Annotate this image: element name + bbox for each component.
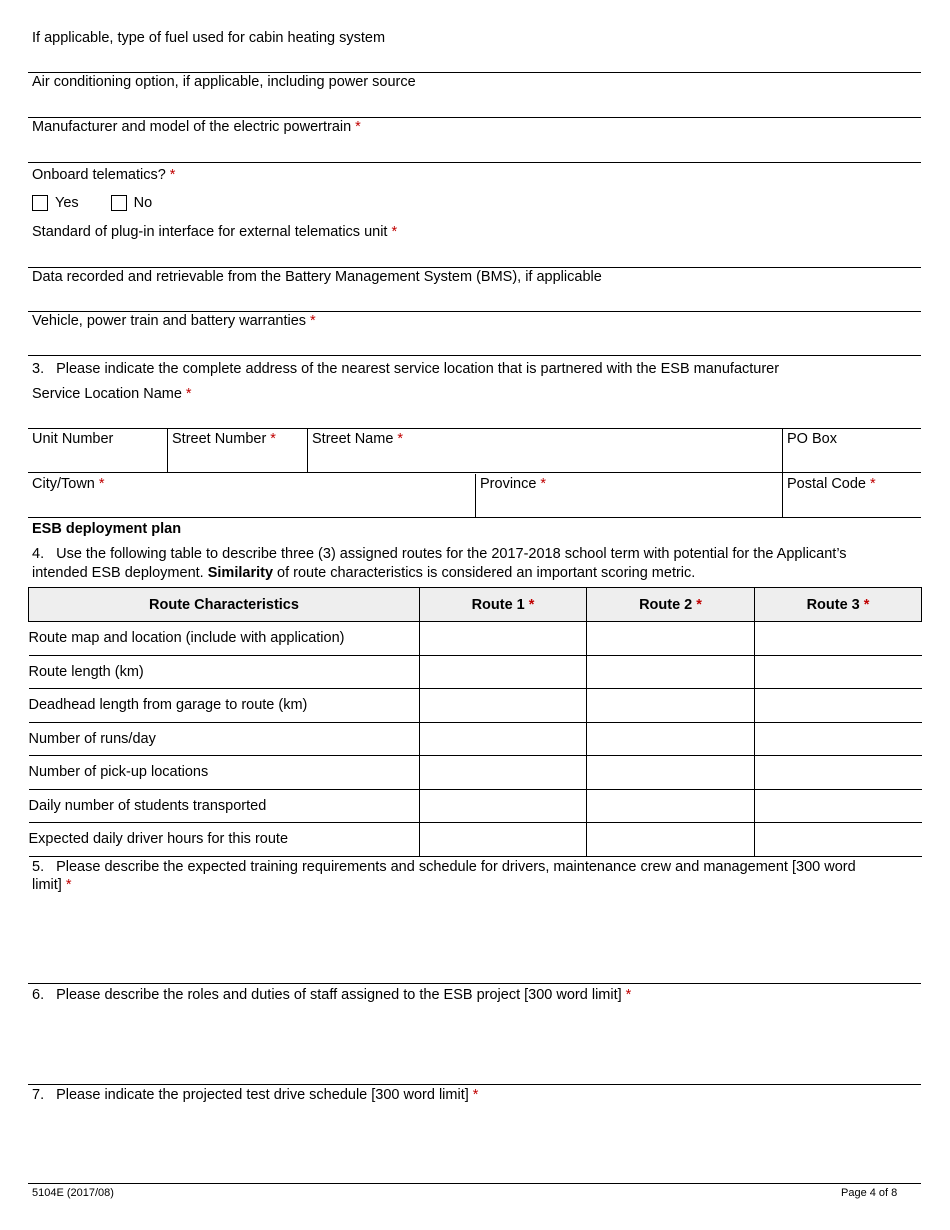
warranties-field[interactable] [28, 313, 921, 356]
table-row [29, 622, 922, 656]
row-label: Daily number of students transported [29, 789, 420, 823]
route-2-cell[interactable] [587, 722, 755, 756]
route-1-cell[interactable] [420, 655, 587, 689]
air-conditioning-field[interactable] [28, 74, 921, 118]
route-3-cell[interactable] [755, 655, 922, 689]
fuel-heating-label: If applicable, type of fuel used for cabin heating system [32, 30, 386, 46]
yes-checkbox[interactable] [32, 195, 48, 211]
no-label: No [133, 195, 153, 211]
q5-answer-area[interactable] [28, 856, 921, 984]
route-2-cell[interactable] [587, 823, 755, 857]
q4-text-line2: intended ESB deployment. Similarity of route characteristics is considered an important scoring metric. [32, 565, 696, 581]
plugin-interface-field[interactable] [28, 224, 921, 268]
street-number-field[interactable] [168, 429, 307, 473]
route-2-cell[interactable] [587, 689, 755, 723]
route-2-cell[interactable] [587, 655, 755, 689]
divider [307, 429, 308, 473]
route-3-cell[interactable] [755, 622, 922, 656]
section-heading: ESB deployment plan [32, 521, 182, 537]
no-checkbox[interactable] [111, 195, 127, 211]
unit-number-label: Unit Number [32, 431, 114, 447]
q4-text-line1: 4. Use the following table to describe three (3) assigned routes for the 2017-2018 school term with potential for the Applicant’s [32, 546, 847, 562]
route-3-cell[interactable] [755, 689, 922, 723]
q5-text-line2: limit] * [32, 877, 72, 893]
table-row [29, 655, 922, 689]
divider [167, 429, 168, 473]
route-1-cell[interactable] [420, 823, 587, 857]
postal-code-field[interactable] [783, 474, 921, 518]
col-header-route-1: Route 1 * [420, 588, 587, 622]
city-label: City/Town * [32, 476, 105, 492]
city-field[interactable] [28, 474, 475, 518]
postal-code-label: Postal Code * [787, 476, 876, 492]
table-row [29, 823, 922, 857]
po-box-field[interactable] [783, 429, 921, 473]
table-header-row [29, 588, 922, 622]
service-location-name-field[interactable] [28, 386, 921, 429]
powertrain-field[interactable] [28, 119, 921, 163]
table-row [29, 789, 922, 823]
row-label: Expected daily driver hours for this route [29, 823, 420, 857]
route-3-cell[interactable] [755, 756, 922, 790]
col-header-route-characteristics: Route Characteristics [29, 588, 420, 622]
table-row [29, 722, 922, 756]
route-1-cell[interactable] [420, 689, 587, 723]
route-1-cell[interactable] [420, 756, 587, 790]
q3-text: 3. Please indicate the complete address of the nearest service location that is partnered with the ESB manufacturer [32, 361, 780, 377]
telematics-question: Onboard telematics? * [32, 167, 176, 183]
yes-label: Yes [55, 195, 79, 211]
route-3-cell[interactable] [755, 823, 922, 857]
route-3-cell[interactable] [755, 722, 922, 756]
page-number: Page 4 of 8 [841, 1187, 898, 1199]
route-2-cell[interactable] [587, 622, 755, 656]
powertrain-label: Manufacturer and model of the electric powertrain * [32, 119, 361, 135]
telematics-yes-option[interactable] [32, 195, 79, 211]
plugin-interface-label: Standard of plug-in interface for external telematics unit * [32, 224, 398, 240]
col-header-route-3: Route 3 * [755, 588, 922, 622]
bms-data-field[interactable] [28, 269, 921, 312]
row-label: Number of pick-up locations [29, 756, 420, 790]
q6-text: 6. Please describe the roles and duties of staff assigned to the ESB project [300 word limit] * [32, 987, 632, 1003]
route-2-cell[interactable] [587, 789, 755, 823]
fuel-heating-field[interactable] [28, 30, 921, 73]
province-field[interactable] [476, 474, 782, 518]
q5-text-line1: 5. Please describe the expected training requirements and schedule for drivers, maintenance crew and management [300 word [32, 859, 856, 875]
route-1-cell[interactable] [420, 722, 587, 756]
routes-table [28, 587, 922, 857]
row-label: Deadhead length from garage to route (km) [29, 689, 420, 723]
route-1-cell[interactable] [420, 789, 587, 823]
telematics-no-option[interactable] [111, 195, 153, 211]
street-number-label: Street Number * [172, 431, 276, 447]
table-row [29, 756, 922, 790]
form-id: 5104E (2017/08) [32, 1187, 114, 1199]
route-3-cell[interactable] [755, 789, 922, 823]
q7-text: 7. Please indicate the projected test drive schedule [300 word limit] * [32, 1087, 479, 1103]
divider [475, 474, 476, 518]
street-name-label: Street Name * [312, 431, 404, 447]
unit-number-field[interactable] [28, 429, 167, 473]
warranties-label: Vehicle, power train and battery warranties * [32, 313, 316, 329]
air-conditioning-label: Air conditioning option, if applicable, including power source [32, 74, 416, 90]
bms-data-label: Data recorded and retrievable from the Battery Management System (BMS), if applicable [32, 269, 602, 285]
row-label: Number of runs/day [29, 722, 420, 756]
route-2-cell[interactable] [587, 756, 755, 790]
route-1-cell[interactable] [420, 622, 587, 656]
row-label: Route length (km) [29, 655, 420, 689]
col-header-route-2: Route 2 * [587, 588, 755, 622]
po-box-label: PO Box [787, 431, 837, 447]
province-label: Province * [480, 476, 547, 492]
row-label: Route map and location (include with application) [29, 622, 420, 656]
table-row [29, 689, 922, 723]
street-name-field[interactable] [308, 429, 782, 473]
service-location-name-label: Service Location Name * [32, 386, 192, 402]
telematics-options [32, 195, 184, 211]
